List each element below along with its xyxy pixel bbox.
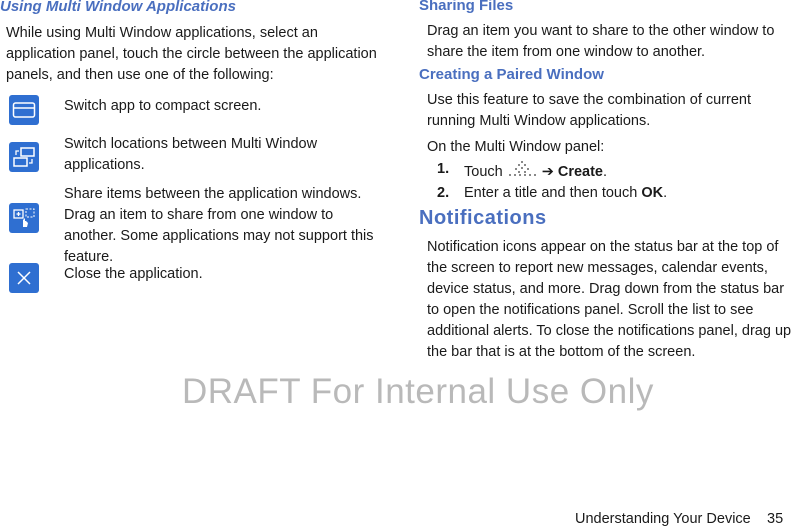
- list-item: Close the application.: [64, 266, 203, 282]
- close-icon: [9, 263, 39, 293]
- ok-label: OK: [641, 185, 664, 201]
- footer-section: Understanding Your Device: [575, 511, 751, 527]
- paired-window-heading: Creating a Paired Window: [419, 66, 604, 83]
- section-title: Using Multi Window Applications: [0, 0, 236, 15]
- list-item: Switch locations between Multi Window applications.: [64, 136, 318, 173]
- page-number: 35: [767, 511, 784, 527]
- step-number: 2.: [437, 185, 450, 201]
- panel-intro: On the Multi Window panel:: [427, 139, 605, 155]
- step-2: Enter a title and then touch OK.: [464, 185, 668, 201]
- multi-window-dots-icon: [508, 159, 536, 186]
- sharing-files-heading: Sharing Files: [419, 0, 514, 14]
- share-items-icon: [9, 203, 39, 233]
- notifications-heading: Notifications: [419, 207, 547, 229]
- list-item: Share items between the application windows. Drag an item to share from one window to another. Some applications may not support this feature.: [64, 186, 374, 265]
- list-item: Switch app to compact screen.: [64, 98, 262, 114]
- step-number: 1.: [437, 161, 450, 177]
- step-1: Touch ➔ Create .: [464, 159, 607, 186]
- sharing-files-text: Drag an item you want to share to the other window to share the item from one window to another.: [427, 23, 775, 60]
- create-label: Create: [557, 164, 603, 180]
- draft-watermark: DRAFT For Internal Use Only: [182, 372, 654, 411]
- notifications-text: Notification icons appear on the status bar at the top of the screen to report new messages, calendar events, device status, and more. Drag down from the status bar to open the notifications panel. Scroll the list to see additional alerts. To close the notifications panel, drag up the bar that is at the bottom of the screen.: [427, 239, 792, 360]
- paired-window-text: Use this feature to save the combination of current running Multi Window applications.: [427, 92, 752, 129]
- switch-locations-icon: [9, 142, 39, 172]
- intro-paragraph: While using Multi Window applications, select an application panel, touch the circle between the application panels, and then use one of the following:: [6, 25, 377, 83]
- compact-screen-icon: [9, 95, 39, 125]
